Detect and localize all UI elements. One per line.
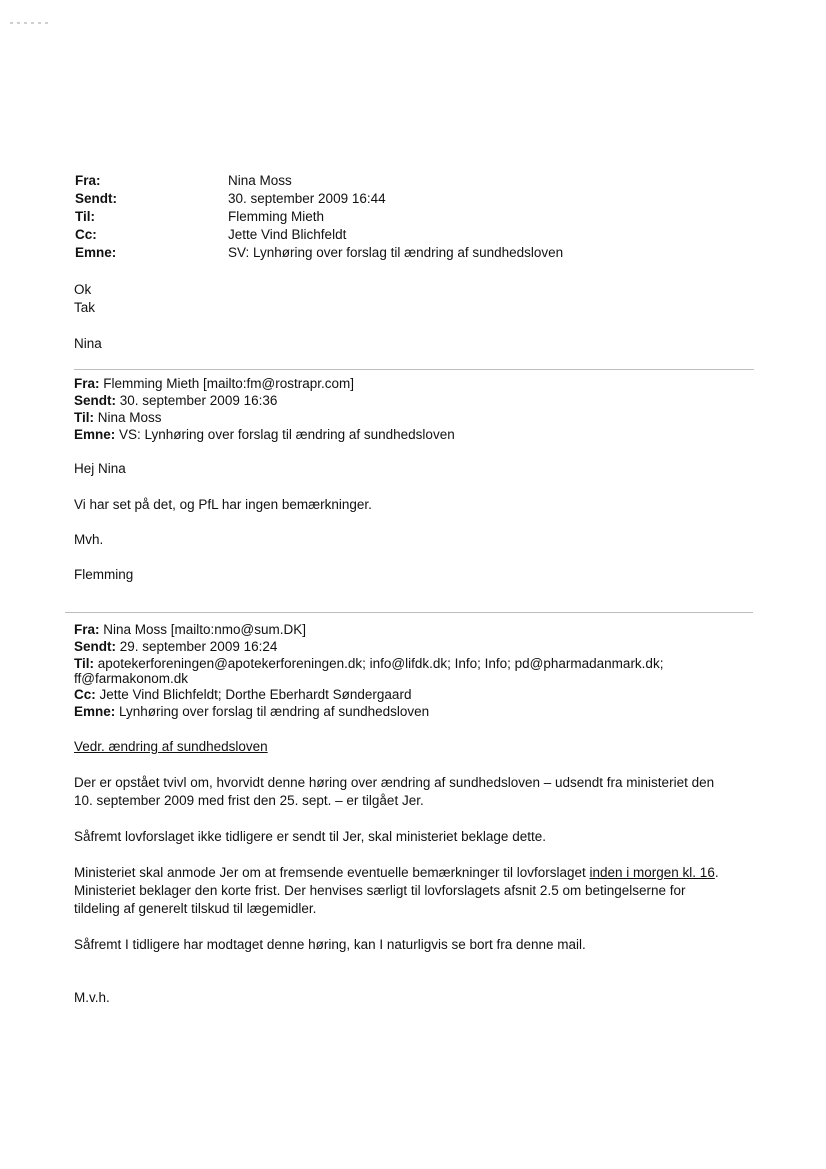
para1-line2: 10. september 2009 med frist den 25. sept. – er tilgået Jer. [74,793,424,808]
subject-heading: Vedr. ændring af sundhedsloven [74,739,268,754]
fw1-signature: Flemming [74,567,134,582]
para2: Såfremt lovforslaget ikke tidligere er sendt til Jer, skal ministeriet beklage dette. [74,829,546,844]
orig-cc-label: Cc: [74,687,96,702]
fra-value: Nina Moss [228,173,292,188]
sendt-label: Sendt: [75,191,117,206]
fw1-greeting: Hej Nina [74,461,126,476]
reply-line-ok: Ok [74,282,92,297]
orig-emne-label: Emne: [74,704,116,719]
fw1-sendt-label: Sendt: [74,393,116,408]
reply-line-tak: Tak [74,300,96,315]
fw1-emne-value: VS: Lynhøring over forslag til ændring af sundhedsloven [115,427,455,442]
para3-line1 [74,865,719,880]
para3-line1-pre: Ministeriet skal anmode Jer om at fremsende eventuelle bemærkninger til lovforslaget [74,865,590,880]
para3-line3: tildeling af generelt tilskud til lægemidler. [74,901,317,916]
reply-signature: Nina [74,336,102,351]
para3-line2: Ministeriet beklager den korte frist. Der henvises særligt til lovforslagets afsnit 2.5 om betingelserne for [74,883,686,898]
fw1-til-value: Nina Moss [94,410,162,425]
fw1-fra-label: Fra: [74,376,100,391]
divider-1 [74,369,754,370]
orig-til-value-cont: ff@farmakonom.dk [74,671,188,686]
emne-value: SV: Lynhøring over forslag til ændring af sundhedsloven [228,245,564,260]
orig-til-value: apotekerforeningen@apotekerforeningen.dk; info@lifdk.dk; Info; Info; pd@pharmadanmark.dk; [94,656,664,671]
deadline-text: inden i morgen kl. 16 [589,865,715,880]
orig-fra-value: Nina Moss [mailto:nmo@sum.DK] [99,622,307,637]
til-value: Flemming Mieth [228,209,325,224]
fw1-fra-value: Flemming Mieth [mailto:fm@rostrapr.com] [99,376,355,391]
cc-label: Cc: [75,227,97,242]
fw1-closing: Mvh. [74,532,104,547]
cc-value: Jette Vind Blichfeldt [228,227,347,242]
fw1-text: Vi har set på det, og PfL har ingen bemærkninger. [74,497,372,512]
orig-sendt-value: 29. september 2009 16:24 [116,639,278,654]
fw1-emne-label: Emne: [74,427,116,442]
orig-fra-label: Fra: [74,622,100,637]
emne-label: Emne: [75,245,117,260]
orig-sendt-label: Sendt: [74,639,116,654]
sendt-value: 30. september 2009 16:44 [228,191,386,206]
fw1-sendt-value: 30. september 2009 16:36 [116,393,278,408]
para3-line1-post: . [714,865,719,880]
til-label: Til: [75,209,95,224]
fra-label: Fra: [75,173,101,188]
orig-til-label: Til: [74,656,94,671]
original-closing: M.v.h. [74,990,110,1005]
fw1-til-label: Til: [74,410,94,425]
orig-emne-value: Lynhøring over forslag til ændring af sundhedsloven [115,704,430,719]
para1-line1: Der er opstået tvivl om, hvorvidt denne høring over ændring af sundhedsloven – udsendt fra ministeriet den [74,775,715,790]
divider-2 [65,612,753,613]
orig-cc-value: Jette Vind Blichfeldt; Dorthe Eberhardt Søndergaard [95,687,412,702]
scan-speck [10,22,50,24]
para4: Såfremt I tidligere har modtaget denne høring, kan I naturligvis se bort fra denne mail. [74,937,586,952]
